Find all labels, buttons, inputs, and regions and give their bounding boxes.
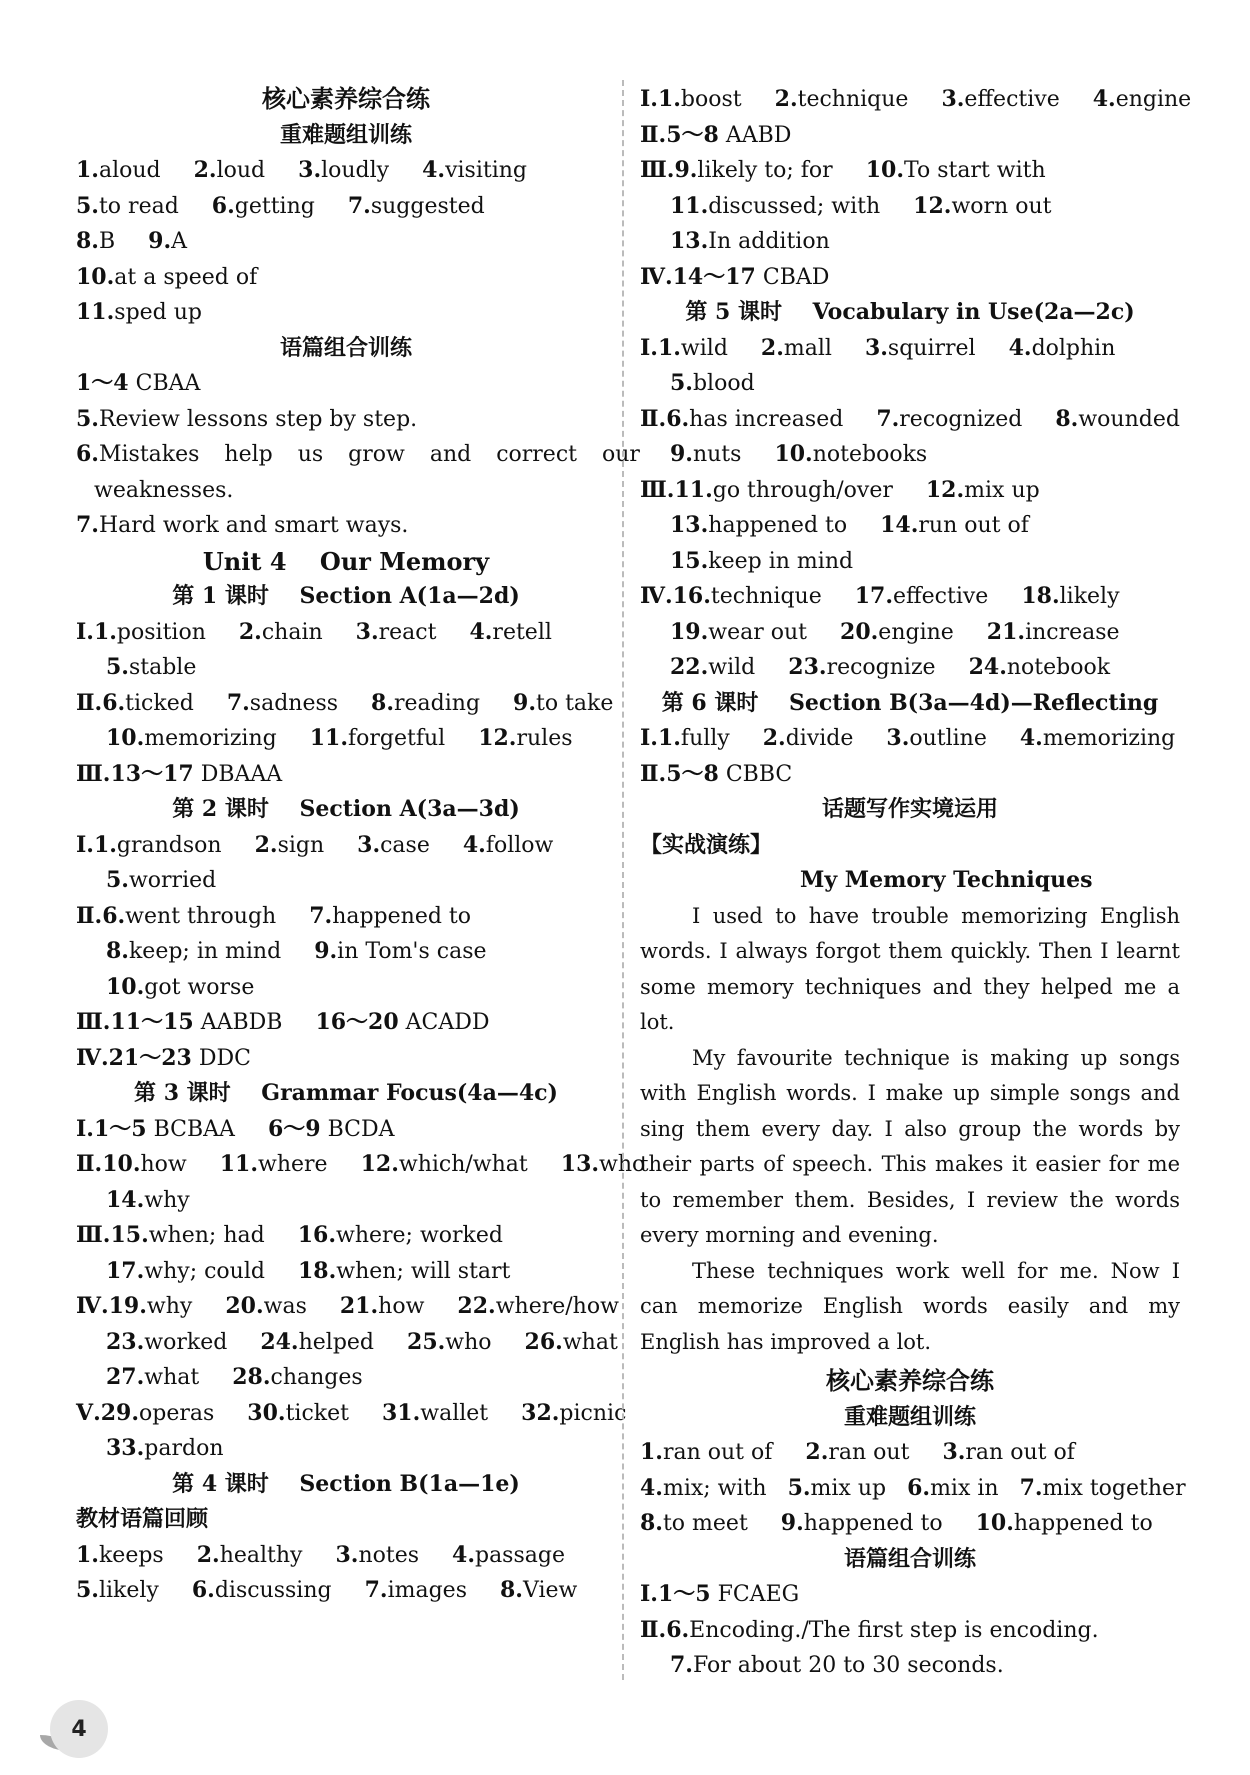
answer-line: Ⅰ.1～5 FCAEG xyxy=(640,1581,800,1607)
lesson-heading: 第 2 课时 Section A(3a—3d) xyxy=(172,796,520,822)
answer-line: 5.likely 6.discussing 7.images 8.View xyxy=(76,1577,578,1603)
answer-line: Ⅱ.6.ticked 7.sadness 8.reading 9.to take xyxy=(76,689,614,716)
answer-line: 13.In addition xyxy=(670,228,830,254)
answer-line: 1.keeps 2.healthy 3.notes 4.passage xyxy=(76,1541,565,1568)
answer-line: Ⅱ.5～8 AABD xyxy=(640,121,792,148)
subheading-drill: 重难题组训练 xyxy=(279,122,412,148)
answer-line: Ⅲ.9.likely to; for 10.To start with xyxy=(640,157,1046,183)
essay-paragraph: These techniques work well for me. Now I can memorize English words easily and my English has improved a lot. xyxy=(640,1258,1180,1354)
answer-line: 9.nuts 10.notebooks xyxy=(670,441,928,467)
answer-line: Ⅲ.11.go through/over 12.mix up xyxy=(640,476,1040,503)
answer-line: 15.keep in mind xyxy=(670,547,854,574)
answer-line: 13.happened to 14.run out of xyxy=(670,512,1029,538)
answer-line: Ⅳ.16.technique 17.effective 18.likely xyxy=(640,583,1120,609)
answer-line: 8.B 9.A xyxy=(76,228,187,254)
answer-line: Ⅱ.6.has increased 7.recognized 8.wounded xyxy=(640,405,1180,432)
unit-title: Unit 4 Our Memory xyxy=(202,546,490,576)
answer-line: 1～4 CBAA xyxy=(76,370,201,396)
answer-line: 27.what 28.changes xyxy=(106,1364,363,1390)
answer-line: Ⅰ.1.position 2.chain 3.react 4.retell xyxy=(76,618,552,645)
answer-line: Ⅲ.11～15 AABDB 16～20 ACADD xyxy=(76,1009,490,1035)
answer-line: Ⅱ.6.went through 7.happened to xyxy=(76,902,472,929)
answer-line: 5.stable xyxy=(106,654,197,680)
answer-line: 5.blood xyxy=(670,370,755,396)
answer-line: 8.keep; in mind 9.in Tom's case xyxy=(106,938,487,964)
lesson-heading: 第 4 课时 Section B(1a—1e) xyxy=(172,1470,520,1497)
answer-line: 5.Review lessons step by step. xyxy=(76,405,418,432)
subheading-text-training: 语篇组合训练 xyxy=(843,1546,976,1572)
answer-line: 11.discussed; with 12.worn out xyxy=(670,192,1052,219)
column-divider xyxy=(622,80,624,1680)
lesson-heading: 第 3 课时 Grammar Focus(4a—4c) xyxy=(134,1080,558,1106)
answer-line: 1.ran out of 2.ran out 3.ran out of xyxy=(640,1439,1075,1465)
review-label: 教材语篇回顾 xyxy=(76,1507,209,1532)
lesson-heading: 第 1 课时 Section A(1a—2d) xyxy=(172,583,520,609)
answer-line-continued: weaknesses. xyxy=(94,477,234,503)
answer-line: 10.memorizing 11.forgetful 12.rules xyxy=(106,725,573,751)
answer-line: Ⅰ.1.boost 2.technique 3.effective 4.engine xyxy=(640,86,1192,112)
essay-paragraph: I used to have trouble memorizing English words. I always forgot them quickly. Then I learnt some memory techniques and they helped me a lot. xyxy=(640,903,1180,1034)
answer-line: 5.to read 6.getting 7.suggested xyxy=(76,192,485,219)
answer-line: Ⅳ.21～23 DDC xyxy=(76,1044,251,1071)
answer-line: 17.why; could 18.when; will start xyxy=(106,1257,511,1284)
answer-line: 7.Hard work and smart ways. xyxy=(76,512,409,538)
answer-line: 10.got worse xyxy=(106,973,255,1000)
answer-line: Ⅰ.1.grandson 2.sign 3.case 4.follow xyxy=(76,831,554,858)
answer-line: Ⅴ.29.operas 30.ticket 31.wallet 32.picnic xyxy=(76,1399,627,1426)
answer-line: 11.sped up xyxy=(76,299,203,325)
answer-line: Ⅱ.10.how 11.where 12.which/what 13.who xyxy=(76,1151,646,1177)
answer-line: 19.wear out 20.engine 21.increase xyxy=(670,618,1120,645)
lesson-heading: 第 6 课时 Section B(3a—4d)—Reflecting xyxy=(661,689,1159,716)
subheading-drill: 重难题组训练 xyxy=(843,1404,976,1430)
answer-line: Ⅱ.5～8 CBBC xyxy=(640,760,793,787)
right-column xyxy=(640,82,1192,1684)
essay-title: My Memory Techniques xyxy=(800,867,1093,893)
answer-line: 8.to meet 9.happened to 10.happened to xyxy=(640,1510,1153,1536)
answer-line: 6.Mistakes help us grow and correct our xyxy=(76,441,640,467)
subheading-text-training: 语篇组合训练 xyxy=(279,335,412,361)
left-column xyxy=(76,82,646,1609)
answer-line: 22.wild 23.recognize 24.notebook xyxy=(670,654,1111,680)
answer-line: Ⅰ.1～5 BCBAA 6～9 BCDA xyxy=(76,1115,395,1142)
answer-line: 10.at a speed of xyxy=(76,263,258,290)
answer-line: 1.aloud 2.loud 3.loudly 4.visiting xyxy=(76,157,527,183)
answer-line: Ⅲ.13～17 DBAAA xyxy=(76,760,283,787)
answer-line: Ⅳ.14～17 CBAD xyxy=(640,263,830,290)
answer-line: 33.pardon xyxy=(106,1435,224,1461)
section-heading-core: 核心素养综合练 xyxy=(826,1367,994,1395)
answer-line: 14.why xyxy=(106,1186,190,1213)
answer-line: Ⅰ.1.wild 2.mall 3.squirrel 4.dolphin xyxy=(640,334,1116,361)
practice-label: 【实战演练】 xyxy=(640,832,773,858)
answer-line: Ⅰ.1.fully 2.divide 3.outline 4.memorizing xyxy=(640,725,1176,751)
lesson-heading: 第 5 课时 Vocabulary in Use(2a—2c) xyxy=(685,299,1135,325)
section-heading-core: 核心素养综合练 xyxy=(262,85,430,113)
answer-line: 4.mix; with 5.mix up 6.mix in 7.mix together xyxy=(640,1474,1186,1501)
page-number: 4 xyxy=(50,1700,108,1758)
answer-line: Ⅱ.6.Encoding./The first step is encoding. xyxy=(640,1616,1099,1643)
essay-paragraph: My favourite technique is making up songs with English words. I make up simple songs and sing them every day. I also group the words by their parts of speech. This makes it easier for me to remember them. Besides, I review the words every morning and evening. xyxy=(640,1045,1180,1247)
answer-line: 23.worked 24.helped 25.who 26.what xyxy=(106,1328,618,1355)
answer-line: 7.For about 20 to 30 seconds. xyxy=(670,1652,1004,1678)
answer-line: Ⅳ.19.why 20.was 21.how 22.where/how xyxy=(76,1293,619,1319)
subheading-writing: 话题写作实境运用 xyxy=(821,797,998,822)
answer-line: 5.worried xyxy=(106,867,217,893)
answer-line: Ⅲ.15.when; had 16.where; worked xyxy=(76,1222,503,1248)
